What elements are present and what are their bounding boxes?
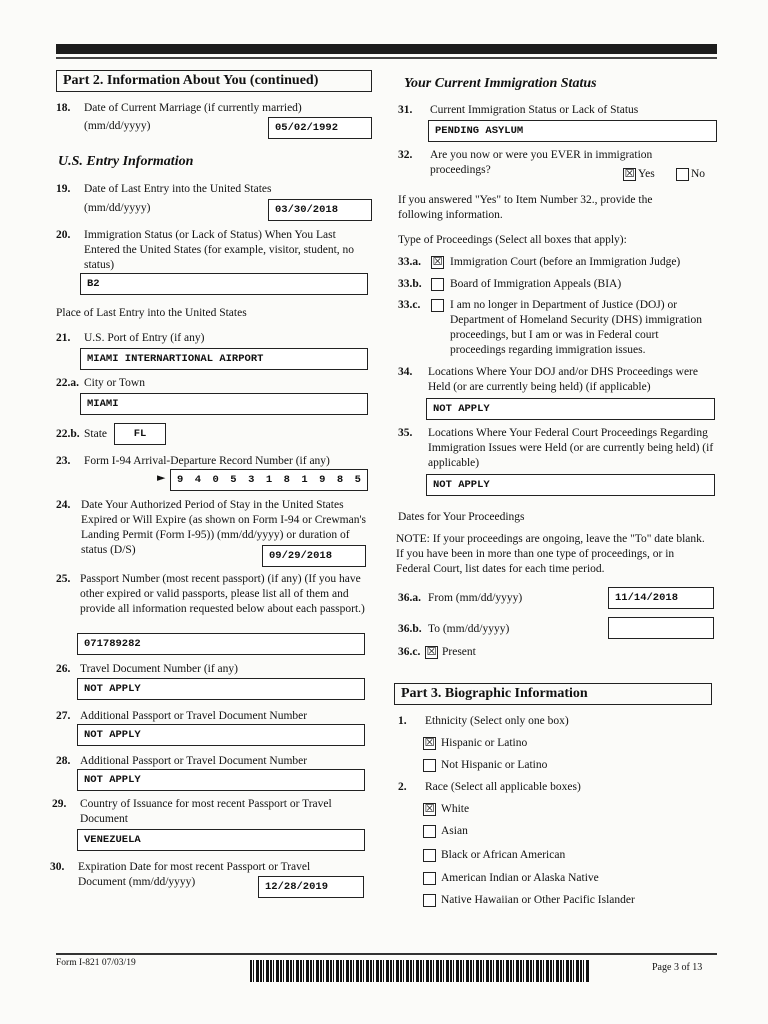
page-number: Page 3 of 13 [652,962,703,973]
q22a-label: City or Town [84,377,145,389]
white-label: White [441,803,470,815]
q33c-label: I am no longer in Department of Justice (DOJ) or Department of Homeland Security (DHS) immigration proceedings, but I am or was in Federal court proceedings regarding immigration issues. [450,299,702,356]
q23-number: 23. [56,455,71,467]
american-indian-label: American Indian or Alaska Native [441,872,599,884]
q29-number: 29. [52,798,67,810]
q33a-number: 33.a. [398,256,421,268]
q32-number: 32. [398,149,413,161]
not-hispanic-checkbox[interactable] [423,759,436,772]
pacific-islander-checkbox[interactable] [423,894,436,907]
q22b-number: 22.b. [56,428,80,440]
dates-label: Dates for Your Proceedings [398,511,525,523]
q21-label: U.S. Port of Entry (if any) [84,332,205,344]
black-checkbox[interactable] [423,849,436,862]
q30-number: 30. [50,861,65,873]
q19-label: Date of Last Entry into the United States [84,183,272,195]
asian-checkbox[interactable] [423,825,436,838]
q24-label: Date Your Authorized Period of Stay in the United States Expired or Will Expire (as shown on Form I-94 or Crewman's Landing Permit (Form I-95)) (mm/dd/yyyy) or duration of status (D/S) [81,499,367,556]
ethnicity-label: Ethnicity (Select only one box) [425,715,569,727]
q35-label: Locations Where Your Federal Court Proceedings Regarding Immigration Issues were Held (or are currently being held) (if applicable) [428,427,714,469]
part2-header: Part 2. Information About You (continued) [56,70,372,92]
white-checkbox[interactable]: ☒ [424,802,435,815]
i94-digit: 5 [230,474,237,486]
q23-label: Form I-94 Arrival-Departure Record Number (if any) [84,455,330,467]
q18-number: 18. [56,102,71,114]
ethnicity-number: 1. [398,715,407,727]
black-label: Black or African American [441,849,566,861]
entry-section-title: U.S. Entry Information [58,154,194,169]
type-of-proceedings-label: Type of Proceedings (Select all boxes that apply): [398,234,627,246]
q33c-number: 33.c. [398,299,421,311]
immigration-court-checkbox[interactable]: ☒ [432,255,443,268]
no-label: No [691,168,706,180]
hispanic-checkbox[interactable]: ☒ [424,736,435,749]
travel-document-field[interactable]: NOT APPLY [77,678,365,700]
i94-digit: 5 [354,474,361,486]
q19-number: 19. [56,183,71,195]
federal-court-location-field[interactable]: NOT APPLY [426,474,715,496]
passport-number-field[interactable]: 071789282 [77,633,365,655]
i94-digit: 8 [283,474,290,486]
q18-label: Date of Current Marriage (if currently married) [84,102,302,114]
passport-country-field[interactable]: VENEZUELA [77,829,365,851]
i94-digit: 9 [319,474,326,486]
q36c-label: Present [442,646,476,658]
q27-number: 27. [56,710,71,722]
form-number: Form I-821 07/03/19 [56,958,136,968]
q33b-number: 33.b. [398,278,422,290]
bia-checkbox[interactable] [431,278,444,291]
q33a-label: Immigration Court (before an Immigration Judge) [450,256,681,268]
i94-number-field[interactable] [170,469,368,491]
port-of-entry-field[interactable]: MIAMI INTERNARTIONAL AIRPORT [80,348,368,370]
last-entry-date-field[interactable]: 03/30/2018 [268,199,372,221]
asian-label: Asian [441,825,468,837]
entry-status-field[interactable]: B2 [80,273,368,295]
q33b-label: Board of Immigration Appeals (BIA) [450,278,622,290]
federal-court-checkbox[interactable] [431,299,444,312]
header-rule [56,57,717,59]
i94-digit: 8 [336,474,344,486]
q25-number: 25. [56,573,71,585]
i94-digit: 0 [212,474,219,486]
i94-digit: 9 [177,474,184,486]
yes-label: Yes [638,168,655,180]
i94-digit: 1 [265,474,273,486]
if-yes-instructions: If you answered "Yes" to Item Number 32., provide the following information. [398,194,653,221]
barcode [250,960,590,982]
q31-label: Current Immigration Status or Lack of Status [430,104,639,116]
q22a-number: 22.a. [56,377,79,389]
place-of-entry-label: Place of Last Entry into the United States [56,307,247,319]
from-date-field[interactable]: 11/14/2018 [608,587,714,609]
q36a-number: 36.a. [398,592,421,604]
q26-label: Travel Document Number (if any) [80,663,238,675]
q36b-label: To (mm/dd/yyyy) [428,623,510,635]
marriage-date-field[interactable]: 05/02/1992 [268,117,372,139]
american-indian-checkbox[interactable] [423,872,436,885]
i94-digit: 3 [248,474,255,486]
q36a-label: From (mm/dd/yyyy) [428,592,523,604]
no-checkbox[interactable] [676,168,689,181]
current-status-field[interactable]: PENDING ASYLUM [428,120,717,142]
passport-expiration-field[interactable]: 12/28/2019 [258,876,364,898]
i94-digit: 4 [194,474,202,486]
header-bar [56,44,717,54]
q18-format: (mm/dd/yyyy) [84,120,151,132]
status-section-title: Your Current Immigration Status [404,76,597,91]
q19-format: (mm/dd/yyyy) [84,202,151,214]
city-field[interactable]: MIAMI [80,393,368,415]
q31-number: 31. [398,104,413,116]
additional-passport-field-2[interactable]: NOT APPLY [77,769,365,791]
yes-checkbox[interactable]: ☒ [624,167,635,180]
q28-number: 28. [56,755,71,767]
q24-number: 24. [56,499,71,511]
state-field[interactable]: FL [114,423,166,445]
i94-digit: 1 [301,474,308,486]
q21-number: 21. [56,332,71,344]
q36b-number: 36.b. [398,623,422,635]
q35-number: 35. [398,427,413,439]
q22b-label: State [84,428,107,440]
doj-dhs-location-field[interactable]: NOT APPLY [426,398,715,420]
part3-header: Part 3. Biographic Information [394,683,712,705]
not-hispanic-label: Not Hispanic or Latino [441,759,548,771]
q20-number: 20. [56,229,71,241]
q36c-number: 36.c. [398,646,421,658]
authorized-stay-date-field[interactable]: 09/29/2018 [262,545,366,567]
q32-label: Are you now or were you EVER in immigration proceedings? [430,149,653,176]
race-label: Race (Select all applicable boxes) [425,781,581,793]
pacific-islander-label: Native Hawaiian or Other Pacific Islander [441,894,635,906]
present-checkbox[interactable]: ☒ [426,645,437,658]
q20-label: Immigration Status (or Lack of Status) When You Last Entered the United States (for example, visitor, student, no status) [84,229,355,271]
q34-number: 34. [398,366,413,378]
additional-passport-field-1[interactable]: NOT APPLY [77,724,365,746]
q34-label: Locations Where Your DOJ and/or DHS Proceedings were Held (or are currently being held) (if applicable) [428,366,698,393]
race-number: 2. [398,781,407,793]
footer-rule [56,953,717,955]
note-text: NOTE: If your proceedings are ongoing, leave the "To" date blank. If you have been in more than one type of proceedings, or in Federal Court, list dates for each time period. [396,533,705,575]
q26-number: 26. [56,663,71,675]
q27-label: Additional Passport or Travel Document Number [80,710,308,722]
q29-label: Country of Issuance for most recent Passport or Travel Document [80,798,332,825]
q25-label: Passport Number (most recent passport) (if any) (If you have other expired or valid passports, please list all of them and provide all information requested below about each passport.) [80,573,365,615]
arrow-icon: ► [157,471,166,484]
q30-label: Expiration Date for most recent Passport or Travel Document (mm/dd/yyyy) [78,861,311,888]
hispanic-label: Hispanic or Latino [441,737,528,749]
to-date-field[interactable] [608,617,714,639]
q28-label: Additional Passport or Travel Document Number [80,755,308,767]
